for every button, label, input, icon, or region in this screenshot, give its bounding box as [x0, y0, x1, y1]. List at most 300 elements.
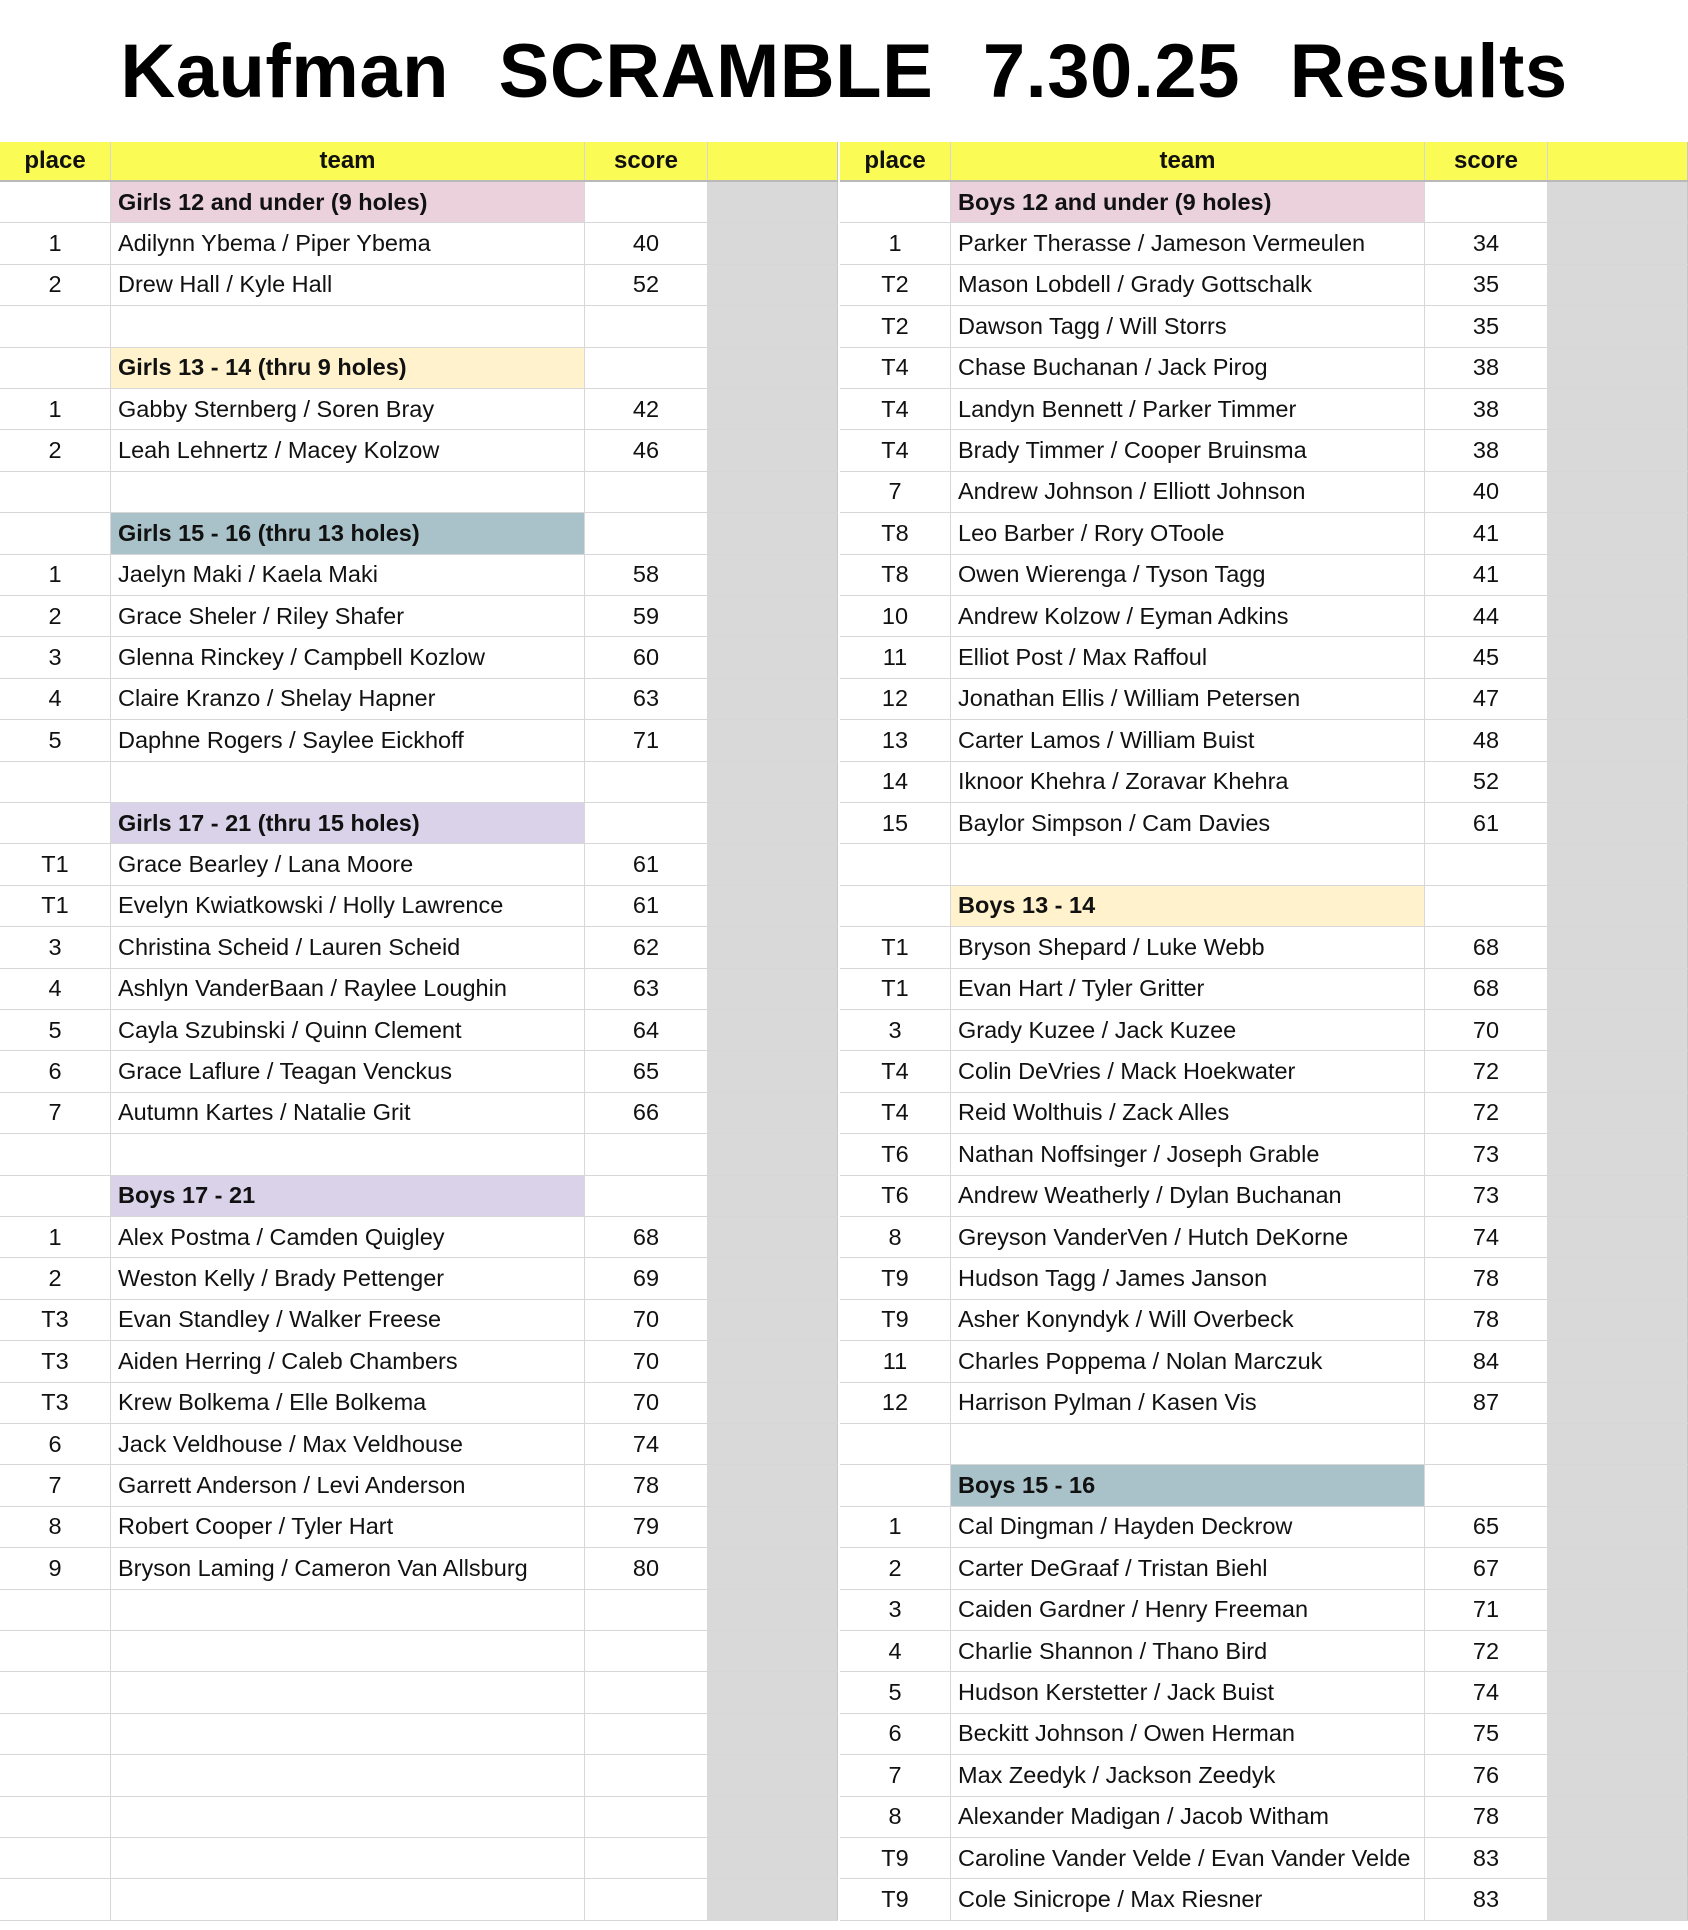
score-cell	[585, 1590, 708, 1630]
table-row	[0, 844, 838, 885]
place-cell: 15	[840, 803, 951, 843]
score-cell: 38	[1425, 430, 1548, 470]
score-cell: 66	[585, 1093, 708, 1133]
score-cell: 78	[1425, 1300, 1548, 1340]
score-cell: 61	[585, 844, 708, 884]
table-row	[840, 1755, 1688, 1796]
score-cell: 52	[1425, 762, 1548, 802]
score-cell: 45	[1425, 637, 1548, 677]
blank-cell	[708, 1424, 838, 1464]
team-cell: Leah Lehnertz / Macey Kolzow	[111, 430, 585, 470]
team-cell: Grace Sheler / Riley Shafer	[111, 596, 585, 636]
place-cell: T1	[840, 927, 951, 967]
table-row	[840, 596, 1688, 637]
score-cell	[585, 1714, 708, 1754]
blank-cell	[708, 927, 838, 967]
score-cell	[1425, 844, 1548, 884]
place-cell: 10	[840, 596, 951, 636]
table-row	[840, 1341, 1688, 1382]
score-cell: 73	[1425, 1134, 1548, 1174]
score-cell: 42	[585, 389, 708, 429]
section-row	[0, 803, 838, 844]
score-cell	[585, 1631, 708, 1671]
table-row	[840, 1134, 1688, 1175]
score-cell: 78	[585, 1465, 708, 1505]
score-cell: 65	[585, 1051, 708, 1091]
section-title: Girls 12 and under (9 holes)	[111, 182, 585, 222]
team-cell: Gabby Sternberg / Soren Bray	[111, 389, 585, 429]
blank-cell	[1548, 886, 1688, 926]
team-cell: Mason Lobdell / Grady Gottschalk	[951, 265, 1425, 305]
blank-cell	[1548, 762, 1688, 802]
blank-cell	[1548, 1590, 1688, 1630]
team-cell: Carter Lamos / William Buist	[951, 720, 1425, 760]
place-cell: 2	[0, 1258, 111, 1298]
table-row	[840, 1383, 1688, 1424]
team-cell: Brady Timmer / Cooper Bruinsma	[951, 430, 1425, 470]
place-cell: 8	[0, 1507, 111, 1547]
place-cell: T6	[840, 1134, 951, 1174]
place-cell: 1	[0, 389, 111, 429]
place-cell: T8	[840, 555, 951, 595]
place-cell: 13	[840, 720, 951, 760]
team-cell: Owen Wierenga / Tyson Tagg	[951, 555, 1425, 595]
score-cell	[585, 762, 708, 802]
section-row	[0, 513, 838, 554]
table-row	[840, 1507, 1688, 1548]
blank-cell	[1548, 969, 1688, 1009]
place-cell: 5	[0, 1010, 111, 1050]
team-cell: Harrison Pylman / Kasen Vis	[951, 1383, 1425, 1423]
team-cell: Grady Kuzee / Jack Kuzee	[951, 1010, 1425, 1050]
place-cell: 1	[840, 1507, 951, 1547]
score-cell	[585, 1879, 708, 1919]
team-cell: Chase Buchanan / Jack Pirog	[951, 348, 1425, 388]
place-cell: 12	[840, 679, 951, 719]
team-cell: Landyn Bennett / Parker Timmer	[951, 389, 1425, 429]
section-row	[840, 886, 1688, 927]
table-row	[840, 555, 1688, 596]
team-cell	[951, 1424, 1425, 1464]
blank-row	[0, 1714, 838, 1755]
team-cell: Leo Barber / Rory OToole	[951, 513, 1425, 553]
blank-row	[0, 1590, 838, 1631]
header-row	[0, 142, 838, 182]
score-cell: 35	[1425, 265, 1548, 305]
blank-cell	[708, 513, 838, 553]
team-cell: Cole Sinicrope / Max Riesner	[951, 1879, 1425, 1919]
score-cell: 68	[1425, 927, 1548, 967]
table-row	[840, 969, 1688, 1010]
blank-cell	[1548, 513, 1688, 553]
section-title: Boys 13 - 14	[951, 886, 1425, 926]
team-cell: Baylor Simpson / Cam Davies	[951, 803, 1425, 843]
table-row	[0, 430, 838, 471]
score-cell: 63	[585, 969, 708, 1009]
table-row	[840, 1010, 1688, 1051]
team-cell	[111, 1134, 585, 1174]
page-title: Kaufman SCRAMBLE 7.30.25 Results	[120, 28, 1568, 114]
blank-cell	[1548, 265, 1688, 305]
blank-cell	[708, 472, 838, 512]
place-cell: 7	[840, 1755, 951, 1795]
blank-cell	[1548, 472, 1688, 512]
blank-cell	[1548, 1093, 1688, 1133]
blank-cell	[1548, 1838, 1688, 1878]
score-cell: 58	[585, 555, 708, 595]
team-cell: Jaelyn Maki / Kaela Maki	[111, 555, 585, 595]
blank-row	[0, 472, 838, 513]
team-cell	[111, 1714, 585, 1754]
team-cell: Dawson Tagg / Will Storrs	[951, 306, 1425, 346]
blank-cell	[708, 265, 838, 305]
blank-cell	[1548, 1051, 1688, 1091]
place-cell	[0, 513, 111, 553]
blank-cell	[1548, 1010, 1688, 1050]
blank-cell	[708, 1507, 838, 1547]
score-cell: 72	[1425, 1093, 1548, 1133]
score-cell: 70	[585, 1383, 708, 1423]
place-cell	[0, 1134, 111, 1174]
blank-cell	[1548, 720, 1688, 760]
team-cell: Iknoor Khehra / Zoravar Khehra	[951, 762, 1425, 802]
place-cell	[0, 1631, 111, 1671]
blank-cell	[708, 1051, 838, 1091]
place-cell: 11	[840, 1341, 951, 1381]
score-cell: 71	[585, 720, 708, 760]
place-cell: 4	[0, 679, 111, 719]
team-cell: Bryson Shepard / Luke Webb	[951, 927, 1425, 967]
team-cell: Bryson Laming / Cameron Van Allsburg	[111, 1548, 585, 1588]
score-cell	[585, 513, 708, 553]
place-cell: T4	[840, 348, 951, 388]
team-cell: Colin DeVries / Mack Hoekwater	[951, 1051, 1425, 1091]
table-row	[840, 803, 1688, 844]
score-cell: 38	[1425, 348, 1548, 388]
team-cell	[951, 844, 1425, 884]
section-title: Girls 17 - 21 (thru 15 holes)	[111, 803, 585, 843]
blank-row	[0, 1755, 838, 1796]
team-cell: Charles Poppema / Nolan Marczuk	[951, 1341, 1425, 1381]
blank-cell	[708, 1590, 838, 1630]
blank-cell	[1548, 1548, 1688, 1588]
place-cell: 7	[840, 472, 951, 512]
table-row	[0, 1051, 838, 1092]
score-cell: 78	[1425, 1797, 1548, 1837]
score-cell	[585, 1134, 708, 1174]
table-row	[0, 596, 838, 637]
place-cell: 7	[0, 1093, 111, 1133]
place-cell	[0, 803, 111, 843]
team-cell	[111, 1590, 585, 1630]
blank-cell	[1548, 1176, 1688, 1216]
place-cell: T4	[840, 389, 951, 429]
score-cell	[585, 803, 708, 843]
blank-cell	[1548, 223, 1688, 263]
section-title: Boys 12 and under (9 holes)	[951, 182, 1425, 222]
score-cell: 80	[585, 1548, 708, 1588]
blank-cell	[708, 637, 838, 677]
score-cell: 70	[585, 1300, 708, 1340]
table-row	[0, 265, 838, 306]
blank-cell	[708, 1176, 838, 1216]
team-cell	[111, 1797, 585, 1837]
score-cell: 52	[585, 265, 708, 305]
table-row	[840, 1258, 1688, 1299]
team-cell: Beckitt Johnson / Owen Herman	[951, 1714, 1425, 1754]
place-cell: T1	[0, 844, 111, 884]
place-cell: 3	[0, 927, 111, 967]
table-row	[0, 1093, 838, 1134]
table-row	[0, 637, 838, 678]
team-cell: Drew Hall / Kyle Hall	[111, 265, 585, 305]
team-cell	[111, 1838, 585, 1878]
team-header: team	[111, 142, 585, 180]
place-cell	[0, 1176, 111, 1216]
place-cell: 2	[0, 430, 111, 470]
blank-header	[1548, 142, 1688, 180]
table-row	[0, 969, 838, 1010]
place-cell	[0, 472, 111, 512]
section-row	[0, 1176, 838, 1217]
place-cell	[0, 1838, 111, 1878]
place-cell	[0, 306, 111, 346]
table-row	[0, 1010, 838, 1051]
header-row	[840, 142, 1688, 182]
team-cell: Parker Therasse / Jameson Vermeulen	[951, 223, 1425, 263]
place-cell: 1	[840, 223, 951, 263]
blank-cell	[708, 389, 838, 429]
place-cell: T1	[0, 886, 111, 926]
blank-cell	[708, 1672, 838, 1712]
place-cell: 3	[840, 1590, 951, 1630]
team-cell: Andrew Johnson / Elliott Johnson	[951, 472, 1425, 512]
score-cell: 83	[1425, 1838, 1548, 1878]
place-cell: 14	[840, 762, 951, 802]
score-cell: 74	[1425, 1672, 1548, 1712]
place-cell	[840, 886, 951, 926]
team-cell: Krew Bolkema / Elle Bolkema	[111, 1383, 585, 1423]
place-cell: T3	[0, 1341, 111, 1381]
blank-cell	[708, 762, 838, 802]
place-cell: 6	[0, 1051, 111, 1091]
place-cell: T1	[840, 969, 951, 1009]
score-cell: 70	[585, 1341, 708, 1381]
score-cell: 41	[1425, 555, 1548, 595]
score-cell: 72	[1425, 1051, 1548, 1091]
place-cell: 1	[0, 1217, 111, 1257]
team-cell: Daphne Rogers / Saylee Eickhoff	[111, 720, 585, 760]
blank-cell	[708, 182, 838, 222]
blank-cell	[708, 1838, 838, 1878]
blank-cell	[1548, 348, 1688, 388]
score-cell: 79	[585, 1507, 708, 1547]
blank-cell	[1548, 555, 1688, 595]
blank-cell	[708, 596, 838, 636]
team-cell: Andrew Kolzow / Eyman Adkins	[951, 596, 1425, 636]
blank-cell	[708, 1383, 838, 1423]
score-cell: 61	[585, 886, 708, 926]
table-row	[840, 389, 1688, 430]
blank-cell	[1548, 1258, 1688, 1298]
blank-cell	[708, 1797, 838, 1837]
place-cell: 7	[0, 1465, 111, 1505]
blank-cell	[708, 679, 838, 719]
score-cell: 48	[1425, 720, 1548, 760]
place-cell: T2	[840, 306, 951, 346]
score-cell: 46	[585, 430, 708, 470]
team-cell: Robert Cooper / Tyler Hart	[111, 1507, 585, 1547]
table-row	[840, 1217, 1688, 1258]
place-cell: T9	[840, 1879, 951, 1919]
score-header: score	[585, 142, 708, 180]
blank-row	[0, 1838, 838, 1879]
blank-cell	[708, 1548, 838, 1588]
place-cell: 6	[840, 1714, 951, 1754]
blank-cell	[1548, 1631, 1688, 1671]
place-cell	[840, 1424, 951, 1464]
score-cell: 74	[585, 1424, 708, 1464]
blank-cell	[708, 969, 838, 1009]
team-cell: Adilynn Ybema / Piper Ybema	[111, 223, 585, 263]
score-cell: 70	[1425, 1010, 1548, 1050]
team-cell: Elliot Post / Max Raffoul	[951, 637, 1425, 677]
table-row	[840, 513, 1688, 554]
score-cell: 64	[585, 1010, 708, 1050]
blank-header	[708, 142, 838, 180]
place-cell	[840, 182, 951, 222]
table-row	[0, 679, 838, 720]
blank-cell	[708, 1341, 838, 1381]
blank-cell	[1548, 1879, 1688, 1919]
score-cell	[585, 472, 708, 512]
blank-cell	[1548, 1755, 1688, 1795]
team-cell: Cal Dingman / Hayden Deckrow	[951, 1507, 1425, 1547]
team-cell: Hudson Tagg / James Janson	[951, 1258, 1425, 1298]
blank-row	[0, 1797, 838, 1838]
table-row	[840, 720, 1688, 761]
score-cell	[585, 1755, 708, 1795]
place-cell: T4	[840, 1093, 951, 1133]
blank-cell	[708, 1093, 838, 1133]
place-cell	[0, 1797, 111, 1837]
team-cell	[111, 1879, 585, 1919]
team-cell	[111, 472, 585, 512]
table-row	[840, 1300, 1688, 1341]
score-cell: 72	[1425, 1631, 1548, 1671]
blank-cell	[1548, 1672, 1688, 1712]
score-cell	[585, 1797, 708, 1837]
blank-cell	[1548, 679, 1688, 719]
place-cell: 2	[0, 596, 111, 636]
table-row	[0, 1383, 838, 1424]
score-cell	[585, 306, 708, 346]
score-cell: 71	[1425, 1590, 1548, 1630]
blank-cell	[708, 1010, 838, 1050]
team-cell	[111, 762, 585, 802]
team-cell: Grace Laflure / Teagan Venckus	[111, 1051, 585, 1091]
table-row	[840, 1548, 1688, 1589]
blank-cell	[1548, 1341, 1688, 1381]
score-cell: 74	[1425, 1217, 1548, 1257]
blank-cell	[708, 1300, 838, 1340]
blank-row	[0, 1879, 838, 1920]
score-cell: 41	[1425, 513, 1548, 553]
blank-cell	[1548, 430, 1688, 470]
team-cell: Andrew Weatherly / Dylan Buchanan	[951, 1176, 1425, 1216]
place-cell: 1	[0, 223, 111, 263]
score-cell: 69	[585, 1258, 708, 1298]
blank-row	[0, 1631, 838, 1672]
place-cell: T9	[840, 1838, 951, 1878]
place-cell	[0, 1879, 111, 1919]
place-cell: 1	[0, 555, 111, 595]
table-row	[0, 1341, 838, 1382]
place-cell: 4	[840, 1631, 951, 1671]
table-row	[0, 886, 838, 927]
team-cell	[111, 1755, 585, 1795]
table-row	[0, 555, 838, 596]
blank-row	[0, 1134, 838, 1175]
team-cell	[111, 306, 585, 346]
blank-cell	[1548, 1714, 1688, 1754]
place-header: place	[0, 142, 111, 180]
table-row	[0, 1465, 838, 1506]
section-row	[0, 182, 838, 223]
section-row	[840, 182, 1688, 223]
team-cell	[111, 1631, 585, 1671]
team-header: team	[951, 142, 1425, 180]
table-row	[840, 265, 1688, 306]
table-row	[840, 1093, 1688, 1134]
team-cell: Autumn Kartes / Natalie Grit	[111, 1093, 585, 1133]
place-cell: 8	[840, 1797, 951, 1837]
blank-cell	[708, 1217, 838, 1257]
score-cell: 84	[1425, 1341, 1548, 1381]
place-cell	[0, 1590, 111, 1630]
team-cell: Aiden Herring / Caleb Chambers	[111, 1341, 585, 1381]
table-row	[840, 762, 1688, 803]
blank-cell	[1548, 637, 1688, 677]
place-cell: 8	[840, 1217, 951, 1257]
blank-cell	[708, 803, 838, 843]
table-row	[840, 1797, 1688, 1838]
team-cell: Jack Veldhouse / Max Veldhouse	[111, 1424, 585, 1464]
score-cell: 75	[1425, 1714, 1548, 1754]
table-row	[840, 1590, 1688, 1631]
place-cell: 11	[840, 637, 951, 677]
place-cell: T4	[840, 1051, 951, 1091]
team-cell: Christina Scheid / Lauren Scheid	[111, 927, 585, 967]
blank-cell	[1548, 1465, 1688, 1505]
team-cell: Caiden Gardner / Henry Freeman	[951, 1590, 1425, 1630]
score-cell: 68	[1425, 969, 1548, 1009]
table-row	[0, 1424, 838, 1465]
team-cell: Carter DeGraaf / Tristan Biehl	[951, 1548, 1425, 1588]
score-cell: 60	[585, 637, 708, 677]
score-cell	[585, 1838, 708, 1878]
blank-cell	[708, 1465, 838, 1505]
blank-cell	[708, 430, 838, 470]
score-cell: 87	[1425, 1383, 1548, 1423]
place-cell: 6	[0, 1424, 111, 1464]
blank-cell	[708, 348, 838, 388]
section-title: Girls 13 - 14 (thru 9 holes)	[111, 348, 585, 388]
blank-cell	[708, 306, 838, 346]
table-row	[840, 348, 1688, 389]
table-row	[0, 1507, 838, 1548]
place-cell	[0, 1672, 111, 1712]
